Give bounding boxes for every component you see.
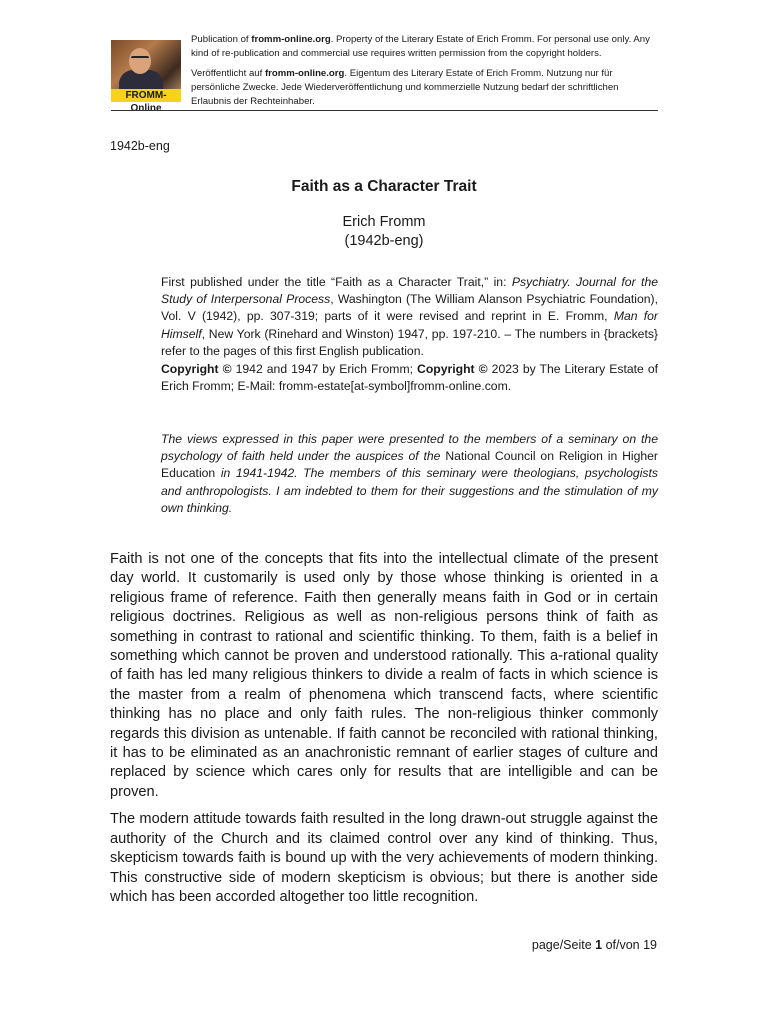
copyright-note: Copyright © 1942 and 1947 by Erich Fromm; Copyright © 2023 by The Literary Estate of Erich Fromm; E-Mail: fromm-estate[at-symbol]fromm-online.com. [161, 362, 658, 394]
publication-note: First published under the title “Faith as a Character Trait,” in: Psychiatry. Journal for the Study of Interpersonal Process, Washington (The William Alanson Psychiatric Foundation), Vol. V (1942), pp. 307-319; parts of it were revised and reprint in E. Fromm, Man for Himself, New York (Rinehard and Winston) 1947, pp. 197-210. – The numbers in {brackets} refer to the pages of this first English publication. [161, 275, 658, 358]
fromm-online-logo [111, 40, 181, 114]
paragraph: Faith is not one of the concepts that fits into the intellectual climate of the present day world. It customarily is used only by those whose thinking is oriented in a religious frame of reference. Faith then generally means faith in God or in certain religious doctrines. Religious as well as non-religious persons think of faith as something in contrast to rational and scientific thinking. To them, faith is a belief in something which cannot be proven and understood rationally. This a-rational quality of faith has led many religious thinkers to divide a realm of facts in which science is the master from a realm of phenomena which transcend facts, where scientific thinking has no place and only faith rules. The non-religious thinker commonly regards this division as untenable. If faith cannot be reconciled with rational thinking, it has to be eliminated as an anachronistic remnant of earlier stages of culture and replaced by science which cares only for results that are intelligible and can be proven. [110, 551, 658, 800]
publication-header [111, 32, 658, 114]
author-block [0, 213, 768, 251]
notice-german: Veröffentlicht auf fromm-online.org. Eigentum des Literary Estate of Erich Fromm. Nutzung nur für persönliche Zwecke. Jede Wiederveröffentlichung und kommerzielle Nutzung bedarf der schriftlichen Erlaubnis der Rechteinhaber. [191, 68, 619, 107]
author-name: Erich Fromm [342, 214, 426, 230]
notice-english: Publication of fromm-online.org. Property of the Literary Estate of Erich Fromm. For personal use only. Any kind of re-publication and commercial use requires written permission from the copyright holders. [191, 34, 650, 59]
paragraph: The modern attitude towards faith resulted in the long drawn-out struggle against the authority of the Church and its claimed control over any kind of thinking. Thus, skepticism towards faith is bound up with the very achievements of modern thinking. This constructive side of modern skepticism is obvious; but there is another side which has been accorded altogether too little recognition. [110, 811, 658, 905]
page-title: Faith as a Character Trait [291, 178, 477, 195]
seminar-note: The views expressed in this paper were presented to the members of a seminary on the psychology of faith held under the auspices of the National Council on Religion in Higher Education in 1941-1942. The members of this seminary were theologians, psychologists and anthropologists. I am indebted to them for their suggestions and the stimulation of my own thinking. [161, 432, 658, 515]
page-number: page/Seite 1 of/von 19 [531, 938, 657, 952]
site-name: fromm-online.org [264, 68, 345, 79]
main-text [110, 550, 658, 915]
document-id: 1942b-eng [110, 139, 170, 153]
logo-label: FROMM-Online [111, 89, 181, 102]
author-document-id: (1942b-eng) [344, 233, 424, 249]
header-divider [111, 110, 658, 111]
site-name: fromm-online.org [251, 34, 331, 45]
copyright-notice [191, 33, 661, 115]
